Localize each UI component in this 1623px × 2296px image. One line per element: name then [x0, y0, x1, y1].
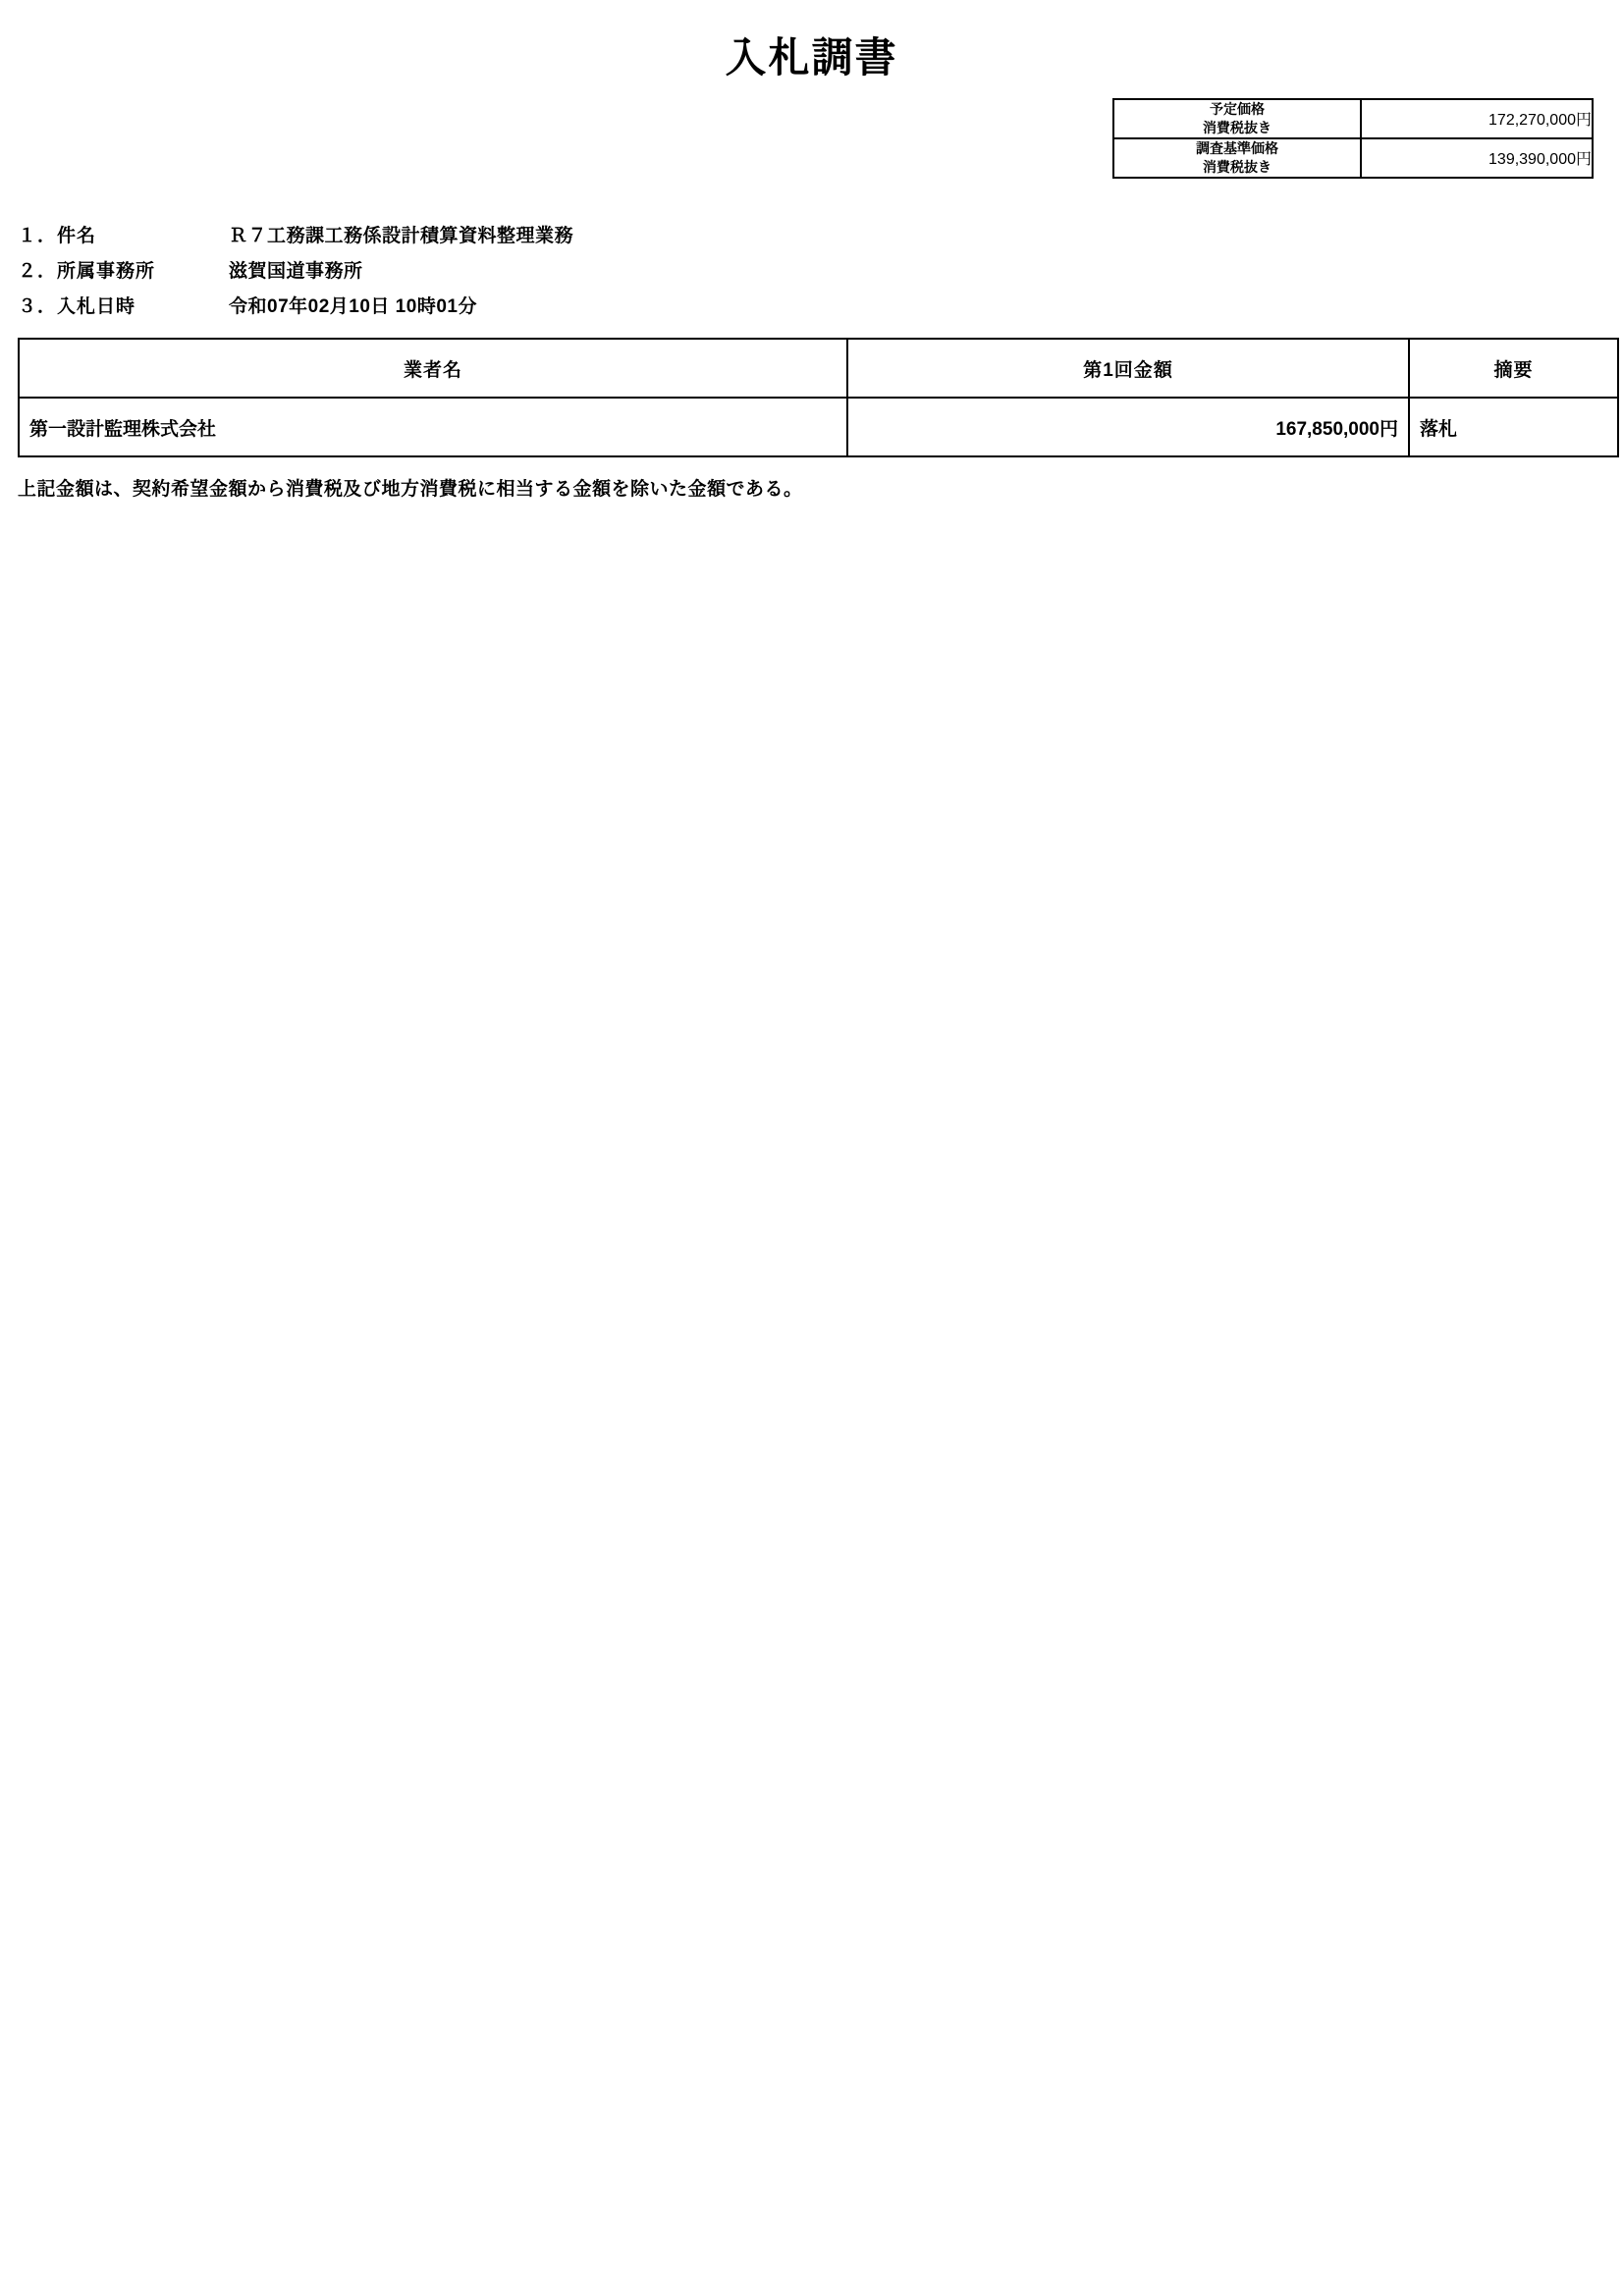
column-header-amount: 第1回金額 — [847, 339, 1409, 398]
planned-price-label-line1: 予定価格 — [1210, 101, 1265, 117]
column-header-note: 摘要 — [1409, 339, 1618, 398]
info-label-office: ２．所属事務所 — [18, 261, 156, 282]
info-row-datetime — [18, 292, 1000, 318]
info-value-datetime: 令和07年02月10日 10時01分 — [229, 296, 477, 317]
price-summary-table — [1112, 98, 1594, 179]
table-row — [1113, 138, 1593, 178]
investigation-standard-price-label-line1: 調査基準価格 — [1196, 139, 1278, 156]
cell-bid-amount: 167,850,000円 — [847, 398, 1409, 456]
project-info-block — [18, 221, 1000, 327]
footnote-text: 上記金額は、契約希望金額から消費税及び地方消費税に相当する金額を除いた金額である。 — [18, 479, 803, 500]
investigation-standard-price-label-line2: 消費税抜き — [1203, 158, 1271, 175]
info-label-subject: １．件名 — [18, 226, 97, 246]
investigation-standard-price-value: 139,390,000円 — [1361, 138, 1593, 178]
cell-note: 落札 — [1409, 398, 1618, 456]
info-value-office: 滋賀国道事務所 — [229, 261, 363, 282]
investigation-standard-price-label — [1113, 138, 1361, 178]
table-row — [19, 398, 1618, 456]
table-row — [1113, 99, 1593, 138]
page-title: 入札調書 — [725, 34, 898, 80]
planned-price-label-line2: 消費税抜き — [1203, 119, 1271, 135]
info-label-datetime: ３．入札日時 — [18, 296, 136, 317]
info-row-office — [18, 256, 1000, 283]
planned-price-label — [1113, 99, 1361, 138]
table-header-row — [19, 339, 1618, 398]
planned-price-value: 172,270,000円 — [1361, 99, 1593, 138]
column-header-company: 業者名 — [19, 339, 847, 398]
info-row-subject — [18, 221, 1000, 247]
bid-results-table — [18, 338, 1619, 457]
info-value-subject: Ｒ７工務課工務係設計積算資料整理業務 — [229, 226, 574, 246]
cell-company-name: 第一設計監理株式会社 — [19, 398, 847, 456]
